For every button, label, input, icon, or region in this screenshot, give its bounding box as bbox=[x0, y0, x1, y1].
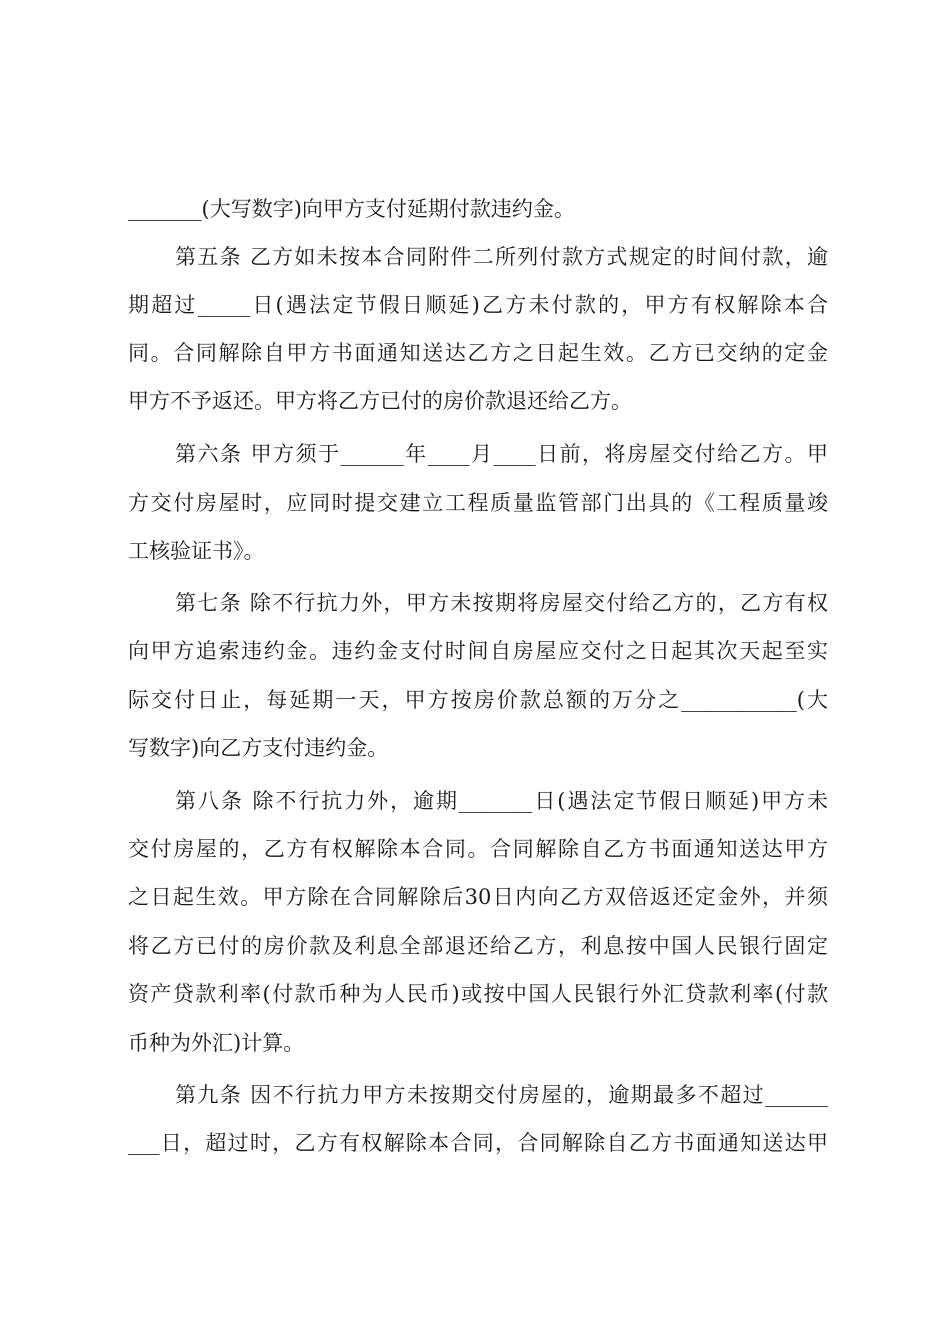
text-line: ___日，超过时，乙方有权解除本合同，合同解除自乙方书面通知送达甲 bbox=[128, 1131, 828, 1155]
text-line: 交付房屋的，乙方有权解除本合同。合同解除自乙方书面通知送达甲方 bbox=[128, 837, 828, 861]
text-line: 第八条 除不行抗力外，逾期_______日(遇法定节假日顺延)甲方未 bbox=[175, 789, 828, 813]
text-line: _______(大写数字)向甲方支付延期付款违约金。 bbox=[128, 197, 575, 221]
text-line: 资产贷款利率(付款币种为人民币)或按中国人民银行外汇贷款利率(付款 bbox=[128, 982, 828, 1006]
text-line: 写数字)向乙方支付违约金。 bbox=[128, 736, 389, 760]
text-line: 第六条 甲方须于______年____月____日前，将房屋交付给乙方。甲 bbox=[175, 442, 828, 466]
text-line: 际交付日止，每延期一天，甲方按房价款总额的万分之___________(大 bbox=[128, 688, 828, 712]
text-line: 将乙方已付的房价款及利息全部退还给乙方，利息按中国人民银行固定 bbox=[128, 934, 828, 958]
text-line: 第九条 因不行抗力甲方未按期交付房屋的，逾期最多不超过______ bbox=[175, 1083, 828, 1107]
text-line: 工核验证书》。 bbox=[128, 539, 265, 563]
text-line: 币种为外汇)计算。 bbox=[128, 1031, 305, 1055]
text-line: 方交付房屋时，应同时提交建立工程质量监管部门出具的《工程质量竣 bbox=[128, 491, 828, 515]
text-line: 之日起生效。甲方除在合同解除后30日内向乙方双倍返还定金外，并须 bbox=[128, 885, 828, 909]
text-line: 第七条 除不行抗力外，甲方未按期将房屋交付给乙方的，乙方有权 bbox=[175, 591, 828, 615]
text-line: 第五条 乙方如未按本合同附件二所列付款方式规定的时间付款，逾 bbox=[175, 245, 828, 269]
text-line: 同。合同解除自甲方书面通知送达乙方之日起生效。乙方已交纳的定金 bbox=[128, 341, 828, 365]
text-line: 向甲方追索违约金。违约金支付时间自房屋应交付之日起其次天起至实 bbox=[128, 639, 828, 663]
text-line: 期超过_____日(遇法定节假日顺延)乙方未付款的，甲方有权解除本合 bbox=[128, 293, 828, 317]
text-line: 甲方不予返还。甲方将乙方已付的房价款退还给乙方。 bbox=[128, 389, 632, 413]
